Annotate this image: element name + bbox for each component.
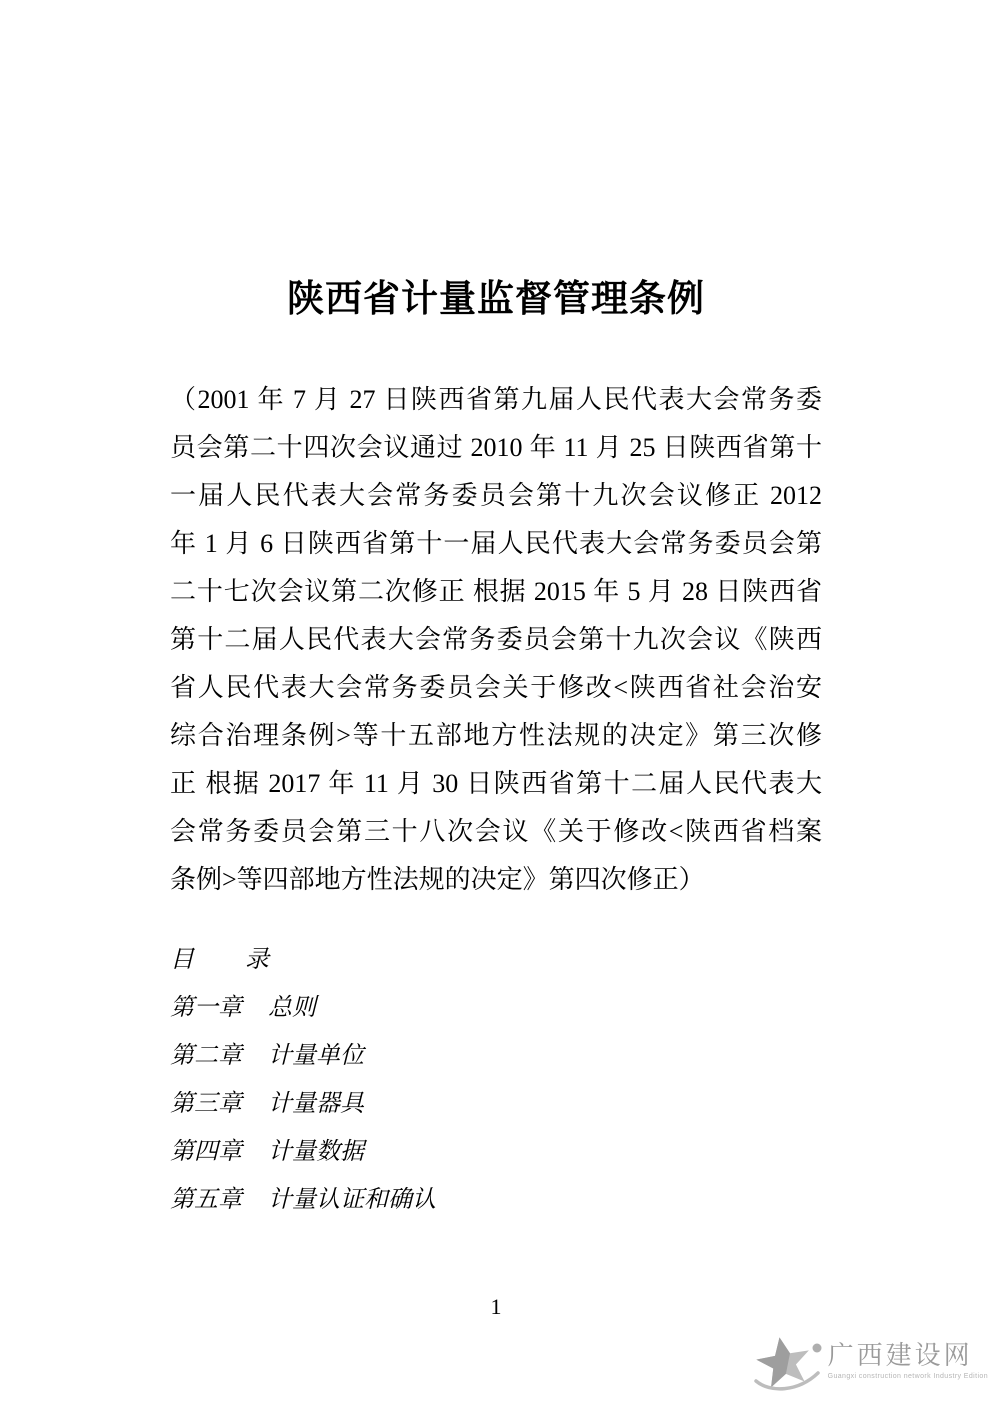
paragraph-line: 正 根据 2017 年 11 月 30 日陕西省第十二届人民代表大 bbox=[170, 769, 822, 798]
paragraph-line: 综合治理条例>等十五部地方性法规的决定》第三次修 bbox=[170, 721, 822, 750]
paragraph-line: 员会第二十四次会议通过 2010 年 11 月 25 日陕西省第十 bbox=[170, 433, 822, 462]
watermark bbox=[752, 1333, 988, 1398]
toc-heading: 目 录 bbox=[170, 947, 270, 973]
paragraph-line: 会常务委员会第三十八次会议《关于修改<陕西省档案 bbox=[170, 817, 822, 846]
paragraph-line: 省人民代表大会常务委员会关于修改<陕西省社会治安 bbox=[170, 673, 822, 702]
paragraph-line: 条例>等四部地方性法规的决定》第四次修正） bbox=[170, 865, 705, 894]
toc-chapter-title: 计量数据 bbox=[268, 1139, 364, 1165]
paragraph-line: （2001 年 7 月 27 日陕西省第九届人民代表大会常务委 bbox=[170, 385, 822, 414]
toc-item bbox=[170, 1128, 822, 1176]
preamble-paragraph bbox=[170, 376, 822, 904]
toc-chapter-label: 第五章 bbox=[170, 1187, 242, 1213]
table-of-contents bbox=[170, 936, 822, 1224]
toc-chapter-title: 计量器具 bbox=[268, 1091, 364, 1117]
paragraph-line: 年 1 月 6 日陕西省第十一届人民代表大会常务委员会第 bbox=[170, 529, 822, 558]
toc-chapter-title: 计量认证和确认 bbox=[268, 1187, 436, 1213]
toc-chapter-title: 计量单位 bbox=[268, 1043, 364, 1069]
toc-chapter-label: 第二章 bbox=[170, 1043, 242, 1069]
toc-item bbox=[170, 1032, 822, 1080]
document-title: 陕西省计量监督管理条例 bbox=[287, 278, 705, 319]
watermark-subtitle: Guangxi construction network Industry Edition bbox=[827, 1373, 988, 1380]
star-swoosh-logo-icon bbox=[752, 1335, 824, 1398]
watermark-text-block bbox=[828, 1333, 988, 1380]
paragraph-line: 第十二届人民代表大会常务委员会第十九次会议《陕西 bbox=[170, 625, 822, 654]
toc-item bbox=[170, 1176, 822, 1224]
toc-chapter-label: 第四章 bbox=[170, 1139, 242, 1165]
toc-chapter-title: 总则 bbox=[268, 995, 316, 1021]
toc-chapter-label: 第一章 bbox=[170, 995, 242, 1021]
paragraph-line: 一届人民代表大会常务委员会第十九次会议修正 2012 bbox=[170, 481, 822, 510]
toc-item bbox=[170, 984, 822, 1032]
watermark-site-name: 广西建设网 bbox=[827, 1341, 973, 1370]
paragraph-line: 二十七次会议第二次修正 根据 2015 年 5 月 28 日陕西省 bbox=[170, 577, 822, 606]
page-number: 1 bbox=[490, 1294, 502, 1319]
toc-chapter-label: 第三章 bbox=[170, 1091, 242, 1117]
toc-item bbox=[170, 1080, 822, 1128]
